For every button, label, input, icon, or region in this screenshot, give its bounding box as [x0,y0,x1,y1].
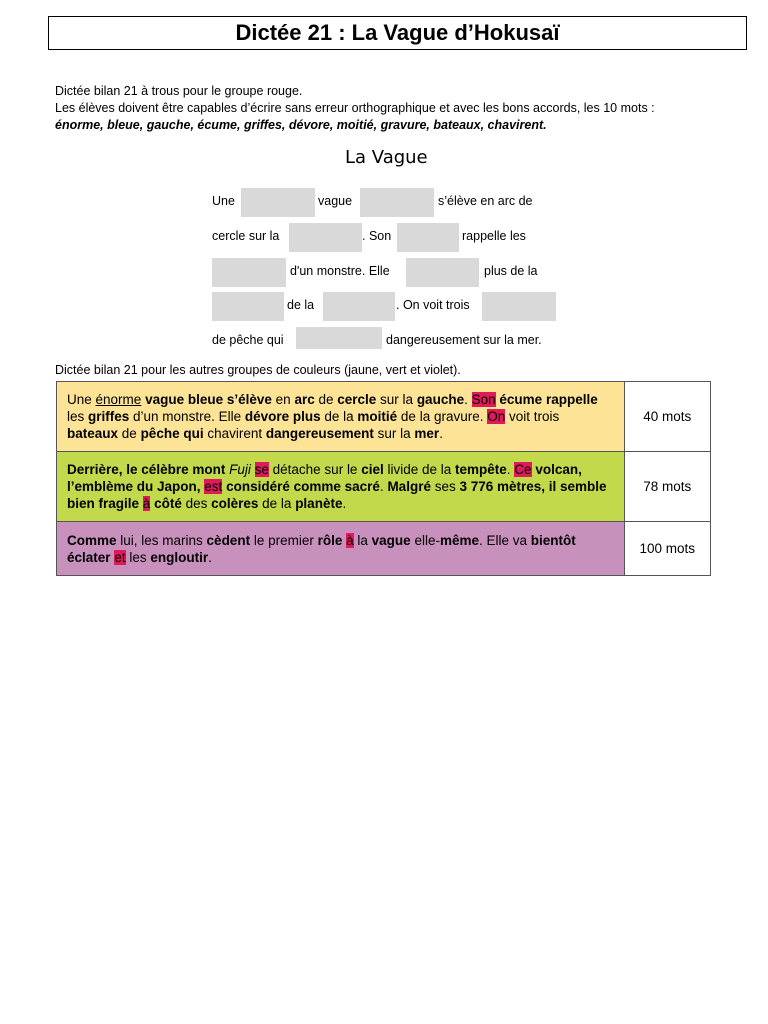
text-segment: . On voit trois [396,298,470,312]
word-count: 100 mots [624,522,710,576]
blank-line-3 [212,258,572,287]
blank-line-2 [212,223,572,252]
intro [55,83,745,134]
text-segment: cercle sur la [212,229,280,243]
intro-line-1: Dictée bilan 21 à trous pour le groupe rouge. [55,84,303,98]
blank-10[interactable] [296,327,382,349]
text-segment: de la [287,298,315,312]
text-segment: d'un monstre. Elle [290,264,390,278]
level-row-yellow [57,382,711,452]
section-caption: Dictée bilan 21 pour les autres groupes de couleurs (jaune, vert et violet). [55,363,461,377]
level-text: Derrière, le célèbre mont Fuji se détache sur le ciel livide de la tempête. Ce volcan, l’emblème du Japon, est considéré comme sacré. Malgré ses 3 776 mètres, il semble bien fragile à côté des colères de la planète. [57,452,625,522]
blank-2[interactable] [360,188,434,217]
text-segment: vague [318,194,353,208]
level-text: Comme lui, les marins cèdent le premier rôle à la vague elle-même. Elle va bientôt éclater et les engloutir. [57,522,625,576]
blank-7[interactable] [212,292,284,321]
level-row-green [57,452,711,522]
blank-line-5 [212,327,572,356]
text-segment: dangereusement sur la mer. [386,333,542,347]
text-segment: s’élève en arc de [438,194,533,208]
level-row-violet [57,522,711,576]
blank-line-4 [212,292,572,321]
blank-6[interactable] [406,258,479,287]
word-count: 78 mots [624,452,710,522]
blank-1[interactable] [241,188,315,217]
page-title: Dictée 21 : La Vague d’Hokusaï [48,16,747,50]
text-segment: plus de la [484,264,538,278]
word-count: 40 mots [624,382,710,452]
text-segment: de pêche qui [212,333,284,347]
blank-4[interactable] [397,223,459,252]
blank-5[interactable] [212,258,286,287]
text-segment: . Son [362,229,392,243]
intro-line-2: Les élèves doivent être capables d’écrire sans erreur orthographique et avec les bons accords, les 10 mots : [55,101,655,115]
text-segment: Une [212,194,235,208]
blank-8[interactable] [323,292,395,321]
blank-9[interactable] [482,292,556,321]
blank-line-1 [212,188,572,217]
level-text: Une énorme vague bleue s’élève en arc de cercle sur la gauche. Son écume rappelle les griffes d’un monstre. Elle dévore plus de la moitié de la gravure. On voit trois bateaux de pêche qui chavirent dangereusement sur la mer. [57,382,625,452]
dictation-levels-table [56,381,711,576]
exercise-title: La Vague [345,147,428,168]
word-list: énorme, bleue, gauche, écume, griffes, dévore, moitié, gravure, bateaux, chavirent. [55,118,547,132]
blank-3[interactable] [289,223,362,252]
text-segment: rappelle les [462,229,526,243]
